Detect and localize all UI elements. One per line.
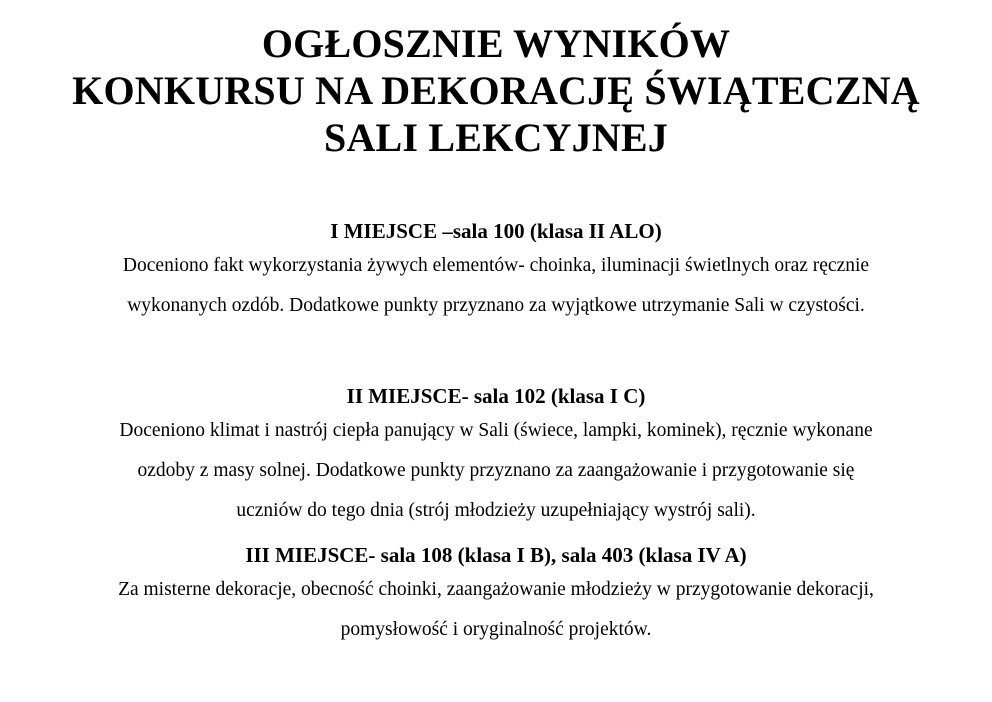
description-line: ozdoby z masy solnej. Dodatkowe punkty przyznano za zaangażowanie i przygotowanie się xyxy=(137,460,855,481)
title-line-3: SALI LEKCYJNEJ xyxy=(324,115,668,160)
second-place-description xyxy=(0,411,992,531)
description-line: Za misterne dekoracje, obecność choinki, zaangażowanie młodzieży w przygotowanie dekoracji, xyxy=(118,579,874,600)
title-line-1: OGŁOSZNIE WYNIKÓW xyxy=(261,21,731,66)
description-line: uczniów do tego dnia (strój młodzieży uzupełniający wystrój sali). xyxy=(236,500,756,521)
first-place-section xyxy=(0,216,992,326)
second-place-heading: II MIEJSCE- sala 102 (klasa I C) xyxy=(346,384,646,408)
description-line: wykonanych ozdób. Dodatkowe punkty przyznano za wyjątkowe utrzymanie Sali w czystości. xyxy=(127,295,865,316)
first-place-heading: I MIEJSCE –sala 100 (klasa II ALO) xyxy=(330,219,662,243)
description-line: Doceniono klimat i nastrój ciepła panujący w Sali (świece, lampki, kominek), ręcznie wykonane xyxy=(119,420,873,441)
announcement-title xyxy=(0,20,992,161)
first-place-description xyxy=(0,246,992,326)
second-place-section xyxy=(0,381,992,531)
third-place-section xyxy=(0,540,992,650)
third-place-heading: III MIEJSCE- sala 108 (klasa I B), sala 403 (klasa IV A) xyxy=(245,543,747,567)
title-line-2: KONKURSU NA DEKORACJĘ ŚWIĄTECZNĄ xyxy=(72,68,920,113)
description-line: Doceniono fakt wykorzystania żywych elementów- choinka, iluminacji świetlnych oraz ręcznie xyxy=(122,255,870,276)
third-place-description xyxy=(0,570,992,650)
description-line: pomysłowość i oryginalność projektów. xyxy=(340,619,652,640)
